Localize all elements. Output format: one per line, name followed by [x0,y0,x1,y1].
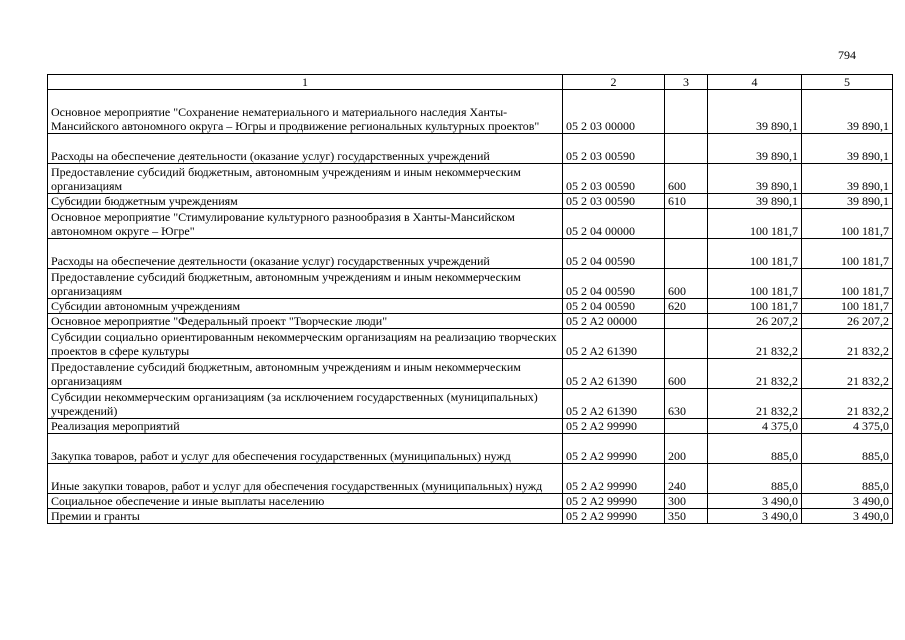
row-type-cell: 620 [665,299,708,314]
row-name-cell: Иные закупки товаров, работ и услуг для обеспечения государственных (муниципальных) нужд [48,464,563,494]
row-code-cell: 05 2 A2 99990 [563,434,665,464]
table-row [48,209,893,239]
table-row [48,194,893,209]
row-value-col5-cell: 21 832,2 [802,389,893,419]
row-value-col4-cell: 39 890,1 [708,194,802,209]
row-name-cell: Основное мероприятие "Федеральный проект "Творческие люди" [48,314,563,329]
row-value-col4-cell: 21 832,2 [708,389,802,419]
row-value-col5-cell: 100 181,7 [802,299,893,314]
row-value-col4-cell: 885,0 [708,434,802,464]
row-type-cell: 600 [665,359,708,389]
row-code-cell: 05 2 A2 61390 [563,359,665,389]
row-value-col4-cell: 21 832,2 [708,359,802,389]
row-type-cell [665,419,708,434]
row-name-cell: Субсидии социально ориентированным некоммерческим организациям на реализацию творческих проектов в сфере культуры [48,329,563,359]
header-col-5: 5 [802,75,893,90]
row-code-cell: 05 2 03 00590 [563,164,665,194]
table-row [48,509,893,524]
row-code-cell: 05 2 A2 61390 [563,329,665,359]
row-name-cell: Закупка товаров, работ и услуг для обеспечения государственных (муниципальных) нужд [48,434,563,464]
row-code-cell: 05 2 A2 99990 [563,464,665,494]
row-value-col4-cell: 39 890,1 [708,90,802,134]
row-type-cell: 350 [665,509,708,524]
row-name-cell: Предоставление субсидий бюджетным, автономным учреждениям и иным некоммерческим организациям [48,164,563,194]
row-code-cell: 05 2 A2 99990 [563,509,665,524]
row-value-col5-cell: 100 181,7 [802,209,893,239]
row-value-col5-cell: 21 832,2 [802,359,893,389]
row-name-cell: Предоставление субсидий бюджетным, автономным учреждениям и иным некоммерческим организациям [48,269,563,299]
row-name-cell: Премии и гранты [48,509,563,524]
row-code-cell: 05 2 03 00000 [563,90,665,134]
row-name-cell: Основное мероприятие "Стимулирование культурного разнообразия в Ханты-Мансийском автономном округе – Югре" [48,209,563,239]
row-type-cell: 610 [665,194,708,209]
table-row [48,494,893,509]
row-type-cell [665,239,708,269]
table-row [48,239,893,269]
table-row [48,269,893,299]
row-name-cell: Субсидии бюджетным учреждениям [48,194,563,209]
budget-table [47,74,893,524]
row-value-col5-cell: 100 181,7 [802,269,893,299]
row-type-cell [665,209,708,239]
row-value-col5-cell: 3 490,0 [802,509,893,524]
row-type-cell: 600 [665,269,708,299]
row-value-col5-cell: 4 375,0 [802,419,893,434]
row-value-col5-cell: 26 207,2 [802,314,893,329]
row-type-cell [665,134,708,164]
row-value-col4-cell: 3 490,0 [708,509,802,524]
row-code-cell: 05 2 03 00590 [563,194,665,209]
row-type-cell: 300 [665,494,708,509]
row-code-cell: 05 2 A2 61390 [563,389,665,419]
table-row [48,434,893,464]
row-value-col4-cell: 100 181,7 [708,269,802,299]
row-code-cell: 05 2 A2 99990 [563,494,665,509]
row-value-col4-cell: 4 375,0 [708,419,802,434]
row-value-col5-cell: 100 181,7 [802,239,893,269]
row-type-cell: 240 [665,464,708,494]
table-row [48,164,893,194]
table-row [48,419,893,434]
row-name-cell: Основное мероприятие "Сохранение нематериального и материального наследия Ханты-Мансийского автономного округа – Югры и продвижение региональных культурных проектов" [48,90,563,134]
row-name-cell: Субсидии некоммерческим организациям (за исключением государственных (муниципальных) учреждений) [48,389,563,419]
header-col-1: 1 [48,75,563,90]
row-value-col4-cell: 100 181,7 [708,299,802,314]
row-value-col4-cell: 100 181,7 [708,209,802,239]
row-value-col4-cell: 21 832,2 [708,329,802,359]
header-col-2: 2 [563,75,665,90]
row-name-cell: Расходы на обеспечение деятельности (оказание услуг) государственных учреждений [48,134,563,164]
header-col-3: 3 [665,75,708,90]
row-type-cell [665,329,708,359]
row-code-cell: 05 2 04 00590 [563,239,665,269]
row-value-col4-cell: 885,0 [708,464,802,494]
row-value-col5-cell: 21 832,2 [802,329,893,359]
row-name-cell: Расходы на обеспечение деятельности (оказание услуг) государственных учреждений [48,239,563,269]
row-code-cell: 05 2 04 00590 [563,269,665,299]
row-value-col4-cell: 3 490,0 [708,494,802,509]
row-value-col5-cell: 885,0 [802,434,893,464]
row-value-col5-cell: 885,0 [802,464,893,494]
row-value-col4-cell: 39 890,1 [708,134,802,164]
table-row [48,359,893,389]
row-type-cell: 600 [665,164,708,194]
header-col-4: 4 [708,75,802,90]
table-row [48,389,893,419]
row-value-col4-cell: 100 181,7 [708,239,802,269]
row-value-col5-cell: 39 890,1 [802,134,893,164]
row-name-cell: Реализация мероприятий [48,419,563,434]
row-code-cell: 05 2 03 00590 [563,134,665,164]
row-name-cell: Предоставление субсидий бюджетным, автономным учреждениям и иным некоммерческим организациям [48,359,563,389]
row-code-cell: 05 2 A2 99990 [563,419,665,434]
row-code-cell: 05 2 04 00590 [563,299,665,314]
row-type-cell [665,314,708,329]
table-row [48,90,893,134]
row-type-cell: 200 [665,434,708,464]
row-type-cell [665,90,708,134]
row-value-col5-cell: 39 890,1 [802,194,893,209]
row-name-cell: Субсидии автономным учреждениям [48,299,563,314]
row-code-cell: 05 2 A2 00000 [563,314,665,329]
table-row [48,464,893,494]
row-value-col5-cell: 3 490,0 [802,494,893,509]
header-row [48,75,893,90]
table-row [48,314,893,329]
table-row [48,329,893,359]
row-value-col5-cell: 39 890,1 [802,90,893,134]
row-value-col5-cell: 39 890,1 [802,164,893,194]
row-code-cell: 05 2 04 00000 [563,209,665,239]
page-number: 794 [838,48,856,62]
row-name-cell: Социальное обеспечение и иные выплаты населению [48,494,563,509]
row-type-cell: 630 [665,389,708,419]
table-row [48,134,893,164]
row-value-col4-cell: 26 207,2 [708,314,802,329]
table-row [48,299,893,314]
row-value-col4-cell: 39 890,1 [708,164,802,194]
